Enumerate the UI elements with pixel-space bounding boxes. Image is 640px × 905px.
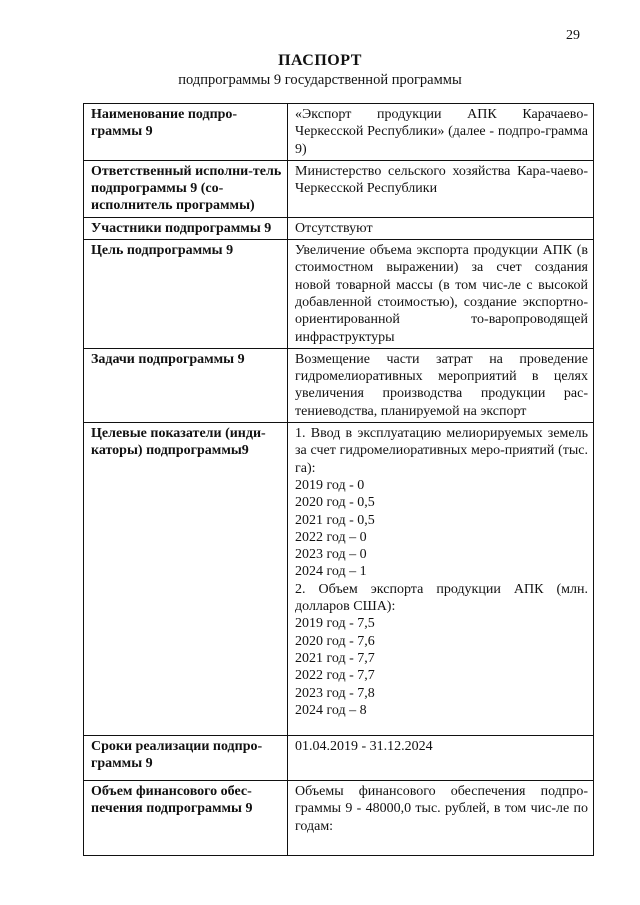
- row-value: Отсутствуют: [288, 217, 594, 239]
- indicator-2-year: 2022 год - 7,7: [295, 668, 375, 684]
- page-subtitle: подпрограммы 9 государственной программы: [178, 72, 462, 88]
- row-label: Наименование подпро-граммы 9: [84, 104, 288, 161]
- indicator-1-year: 2024 год – 1: [295, 564, 367, 580]
- indicator-2-year: 2024 год – 8: [295, 702, 367, 718]
- table-row: [84, 160, 594, 217]
- table-row: [84, 423, 594, 736]
- table-row: [84, 348, 594, 422]
- table-row: [84, 240, 594, 349]
- row-value: «Экспорт продукции АПК Карачаево-Черкесской Республики» (далее - подпро-грамма 9): [288, 104, 594, 161]
- row-label: Участники подпрограммы 9: [84, 217, 288, 239]
- indicator-2-year: 2023 год - 7,8: [295, 685, 375, 701]
- indicator-2-year: 2020 год - 7,6: [295, 633, 375, 649]
- indicators-cell: [288, 423, 594, 736]
- table-row: [84, 736, 594, 781]
- page-number: 29: [566, 28, 580, 43]
- row-label: Объем финансового обес-печения подпрограммы 9: [84, 781, 288, 856]
- row-value: 01.04.2019 - 31.12.2024: [288, 736, 594, 781]
- row-value: Возмещение части затрат на проведение гидромелиоративных мероприятий в целях увеличения производства продукции рас-тениеводства, планируемой на экспорт: [288, 348, 594, 422]
- indicator-2-year: 2021 год - 7,7: [295, 650, 375, 666]
- row-value: Министерство сельского хозяйства Кара-чаево-Черкесской Республики: [288, 160, 594, 217]
- indicator-1-year: 2019 год - 0: [295, 477, 365, 493]
- indicator-1-text: 1. Ввод в эксплуатацию мелиорируемых земель за счет гидромелиоративных меро-приятий (тыс. га):: [295, 426, 588, 476]
- table-row: [84, 104, 594, 161]
- indicator-2-year: 2019 год - 7,5: [295, 616, 375, 632]
- indicator-1-year: 2023 год – 0: [295, 547, 367, 563]
- row-label: Целевые показатели (инди-каторы) подпрограммы9: [84, 423, 288, 736]
- row-label: Ответственный исполни-тель подпрограммы 9 (со-исполнитель программы): [84, 160, 288, 217]
- indicator-1-year: 2022 год – 0: [295, 529, 367, 545]
- indicator-1-year: 2020 год - 0,5: [295, 495, 375, 511]
- indicator-2-text: 2. Объем экспорта продукции АПК (млн. долларов США):: [295, 581, 588, 615]
- table-row: [84, 217, 594, 239]
- page-title: ПАСПОРТ: [278, 52, 362, 69]
- row-value: Объемы финансового обеспечения подпро-граммы 9 - 48000,0 тыс. рублей, в том чис-ле по годам:: [288, 781, 594, 856]
- table-row: [84, 781, 594, 856]
- row-label: Задачи подпрограммы 9: [84, 348, 288, 422]
- row-value: Увеличение объема экспорта продукции АПК (в стоимостном выражении) за счет создания новой товарной массы (в том чис-ле с высокой добавленной стоимостью), создание экспортно-ориентированной то-варопроводящей инфраструктуры: [288, 240, 594, 349]
- row-label: Цель подпрограммы 9: [84, 240, 288, 349]
- row-label: Сроки реализации подпро-граммы 9: [84, 736, 288, 781]
- indicator-1-year: 2021 год - 0,5: [295, 512, 375, 528]
- passport-table: [83, 103, 594, 856]
